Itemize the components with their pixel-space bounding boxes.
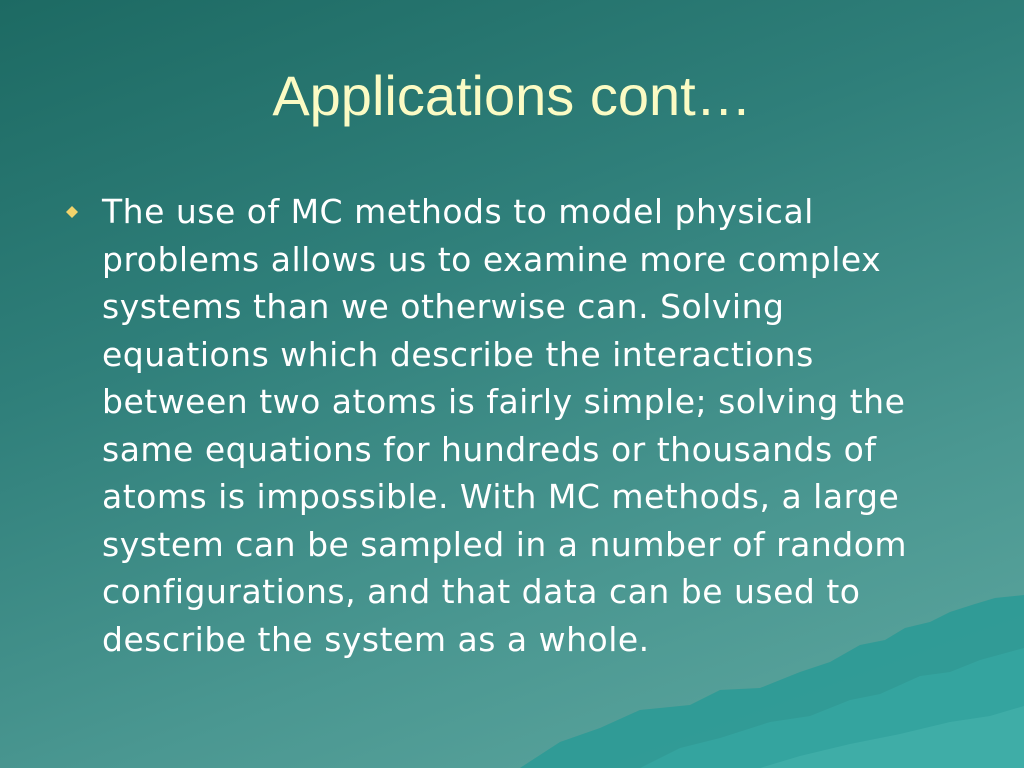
bullet-list	[62, 188, 962, 663]
diamond-bullet-icon	[66, 206, 78, 218]
slide-title: Applications cont…	[272, 64, 752, 127]
bullet-text: The use of MC methods to model physical problems allows us to examine more complex systems than we otherwise can. Solving equations which describe the interactions between two atoms is fairly simple; solving the same equations for hundreds or thousands of atoms is impossible. With MC methods, a large system can be sampled in a number of random configurations, and that data can be used to describe the system as a whole.	[102, 192, 908, 659]
bullet-item	[62, 188, 962, 663]
